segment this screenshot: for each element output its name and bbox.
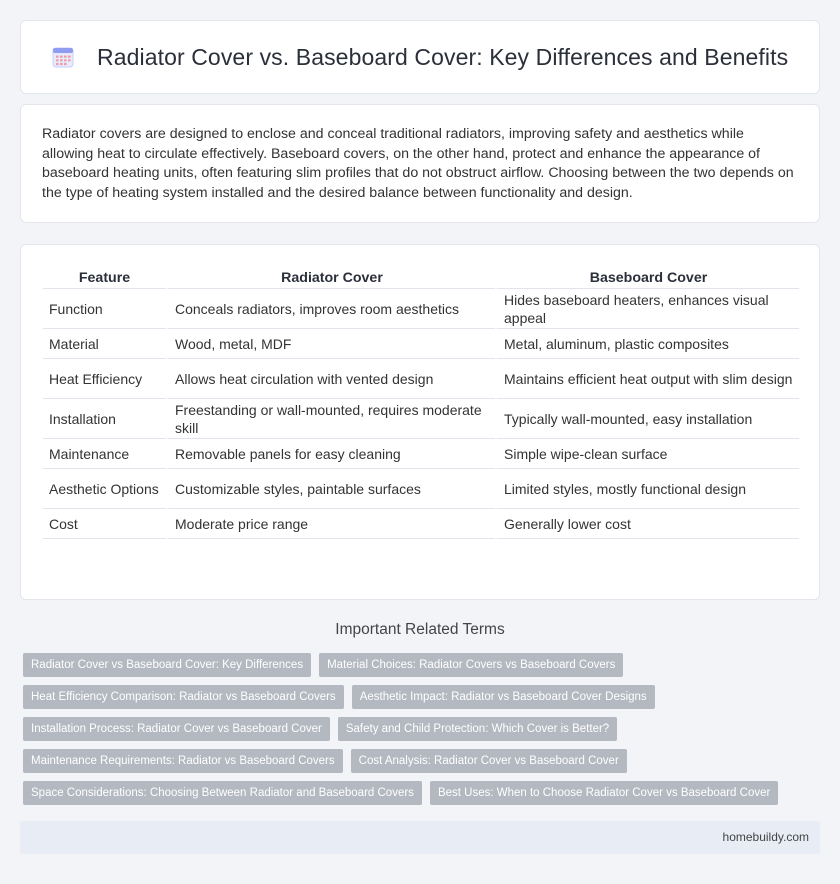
related-term-tag[interactable]: Space Considerations: Choosing Between Radiator and Baseboard Covers — [23, 781, 422, 805]
related-term-tag[interactable]: Maintenance Requirements: Radiator vs Baseboard Covers — [23, 749, 343, 773]
intro-card — [20, 104, 820, 223]
row-baseboard-value: Hides baseboard heaters, enhances visual appeal — [495, 289, 799, 329]
footer-site-link[interactable]: homebuildy.com — [722, 830, 809, 844]
row-radiator-value: Moderate price range — [166, 509, 495, 539]
row-feature: Aesthetic Options — [43, 469, 166, 509]
row-feature: Function — [43, 289, 166, 329]
row-feature: Installation — [43, 399, 166, 439]
header-card — [20, 20, 820, 94]
related-term-tag[interactable]: Radiator Cover vs Baseboard Cover: Key Differences — [23, 653, 311, 677]
row-radiator-value: Customizable styles, paintable surfaces — [166, 469, 495, 509]
row-feature: Maintenance — [43, 439, 166, 469]
related-term-tag[interactable]: Material Choices: Radiator Covers vs Baseboard Covers — [319, 653, 623, 677]
related-term-tag[interactable]: Best Uses: When to Choose Radiator Cover vs Baseboard Cover — [430, 781, 778, 805]
row-radiator-value: Conceals radiators, improves room aesthetics — [166, 289, 495, 329]
comparison-table — [43, 261, 799, 539]
related-terms-list — [23, 653, 823, 813]
table-row — [43, 439, 799, 469]
table-row — [43, 509, 799, 539]
table-header-row — [43, 261, 799, 289]
table-row — [43, 399, 799, 439]
related-term-tag[interactable]: Aesthetic Impact: Radiator vs Baseboard Cover Designs — [352, 685, 655, 709]
table-row — [43, 359, 799, 399]
intro-text: Radiator covers are designed to enclose and conceal traditional radiators, improving safety and aesthetics while allowing heat to circulate effectively. Baseboard covers, on the other hand, protect and enhance the appearance of baseboard heating units, often featuring slim profiles that do not obstruct airflow. Choosing between the two depends on the type of heating system installed and the desired balance between functionality and design. — [42, 126, 794, 201]
footer — [20, 821, 820, 854]
related-term-tag[interactable]: Heat Efficiency Comparison: Radiator vs Baseboard Covers — [23, 685, 344, 709]
row-baseboard-value: Metal, aluminum, plastic composites — [495, 329, 799, 359]
row-feature: Material — [43, 329, 166, 359]
related-term-tag[interactable]: Safety and Child Protection: Which Cover is Better? — [338, 717, 617, 741]
header-radiator-cover: Radiator Cover — [166, 261, 495, 289]
row-baseboard-value: Limited styles, mostly functional design — [495, 469, 799, 509]
comparison-table-card — [20, 244, 820, 600]
row-radiator-value: Allows heat circulation with vented design — [166, 359, 495, 399]
row-baseboard-value: Generally lower cost — [495, 509, 799, 539]
row-baseboard-value: Typically wall-mounted, easy installation — [495, 399, 799, 439]
table-row — [43, 329, 799, 359]
related-terms-title: Important Related Terms — [335, 621, 505, 638]
row-radiator-value: Freestanding or wall-mounted, requires moderate skill — [166, 399, 495, 439]
table-row — [43, 469, 799, 509]
header-feature: Feature — [43, 261, 166, 289]
row-radiator-value: Wood, metal, MDF — [166, 329, 495, 359]
row-baseboard-value: Maintains efficient heat output with slim design — [495, 359, 799, 399]
row-feature: Heat Efficiency — [43, 359, 166, 399]
page-title: Radiator Cover vs. Baseboard Cover: Key Differences and Benefits — [97, 43, 789, 70]
row-feature: Cost — [43, 509, 166, 539]
row-radiator-value: Removable panels for easy cleaning — [166, 439, 495, 469]
row-baseboard-value: Simple wipe-clean surface — [495, 439, 799, 469]
calendar-icon — [51, 45, 75, 69]
table-row — [43, 289, 799, 329]
related-term-tag[interactable]: Installation Process: Radiator Cover vs Baseboard Cover — [23, 717, 330, 741]
related-term-tag[interactable]: Cost Analysis: Radiator Cover vs Baseboard Cover — [351, 749, 627, 773]
header-baseboard-cover: Baseboard Cover — [495, 261, 799, 289]
